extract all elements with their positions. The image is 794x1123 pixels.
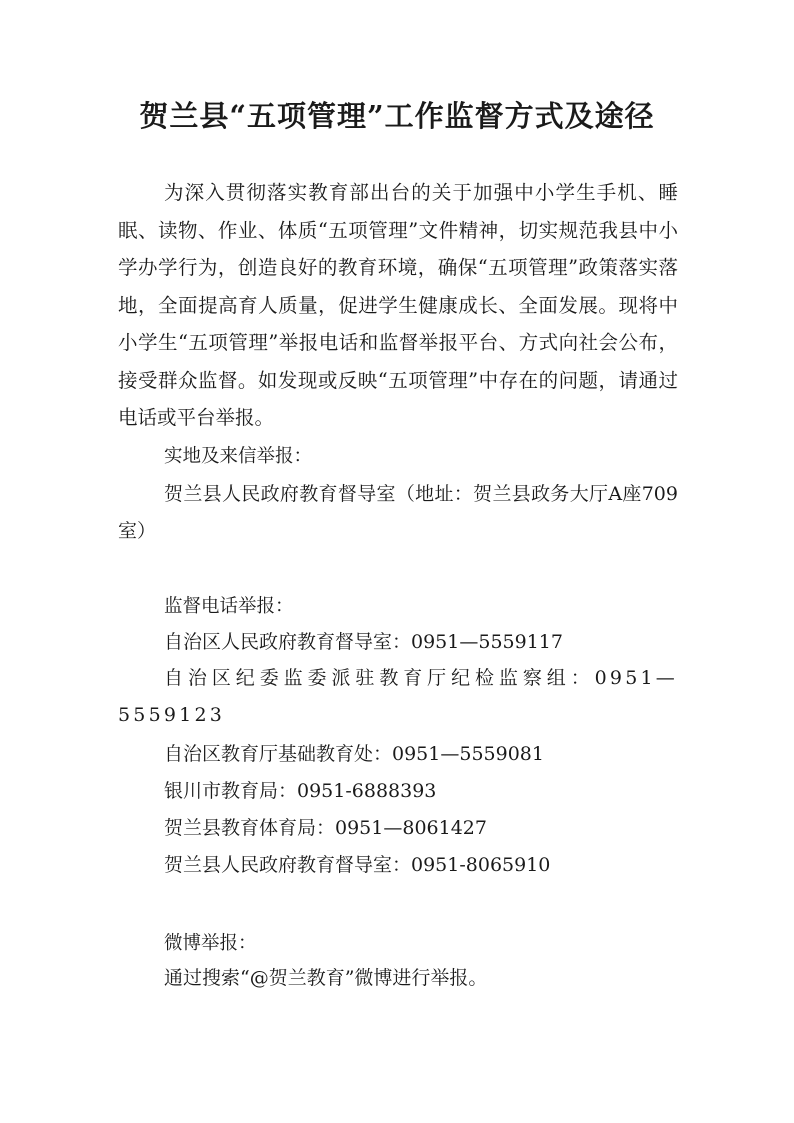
phone-report-heading: 监督电话举报： — [164, 596, 294, 617]
phone-line-helan-supervision: 贺兰县人民政府教育督导室：0951-8065910 — [164, 854, 551, 876]
weibo-report-text: 通过搜索“@贺兰教育”微博进行举报。 — [164, 967, 488, 989]
intro-paragraph: 为深入贯彻落实教育部出台的关于加强中小学生手机、睡眠、读物、作业、体质“五项管理”文件精神，切实规范我县中小学办学行为，创造良好的教育环境，确保“五项管理”政策落实落地，全面提高育人质量，促进学生健康成长、全面发展。现将中小学生“五项管理”举报电话和监督举报平台、方式向社会公布，接受群众监督。如发现或反映“五项管理”中存在的问题，请通过电话或平台举报。 — [118, 181, 678, 429]
weibo-report-heading: 微博举报： — [164, 933, 257, 954]
document-title: 贺兰县“五项管理”工作监督方式及途径 — [139, 99, 655, 133]
phone-line-discipline-inspection: 自治区纪委监委派驻教育厅纪检监察组：0951—5559123 — [118, 667, 678, 726]
phone-line-yinchuan-education: 银川市教育局：0951-6888393 — [164, 780, 437, 802]
onsite-report-address: 贺兰县人民政府教育督导室（地址：贺兰县政务大厅A座709室） — [118, 483, 678, 542]
phone-line-basic-education: 自治区教育厅基础教育处：0951—5559081 — [164, 743, 544, 765]
phone-line-region-supervision: 自治区人民政府教育督导室：0951—5559117 — [164, 631, 563, 653]
onsite-report-heading: 实地及来信举报： — [164, 446, 313, 467]
phone-line-helan-education-sports: 贺兰县教育体育局：0951—8061427 — [164, 817, 487, 839]
